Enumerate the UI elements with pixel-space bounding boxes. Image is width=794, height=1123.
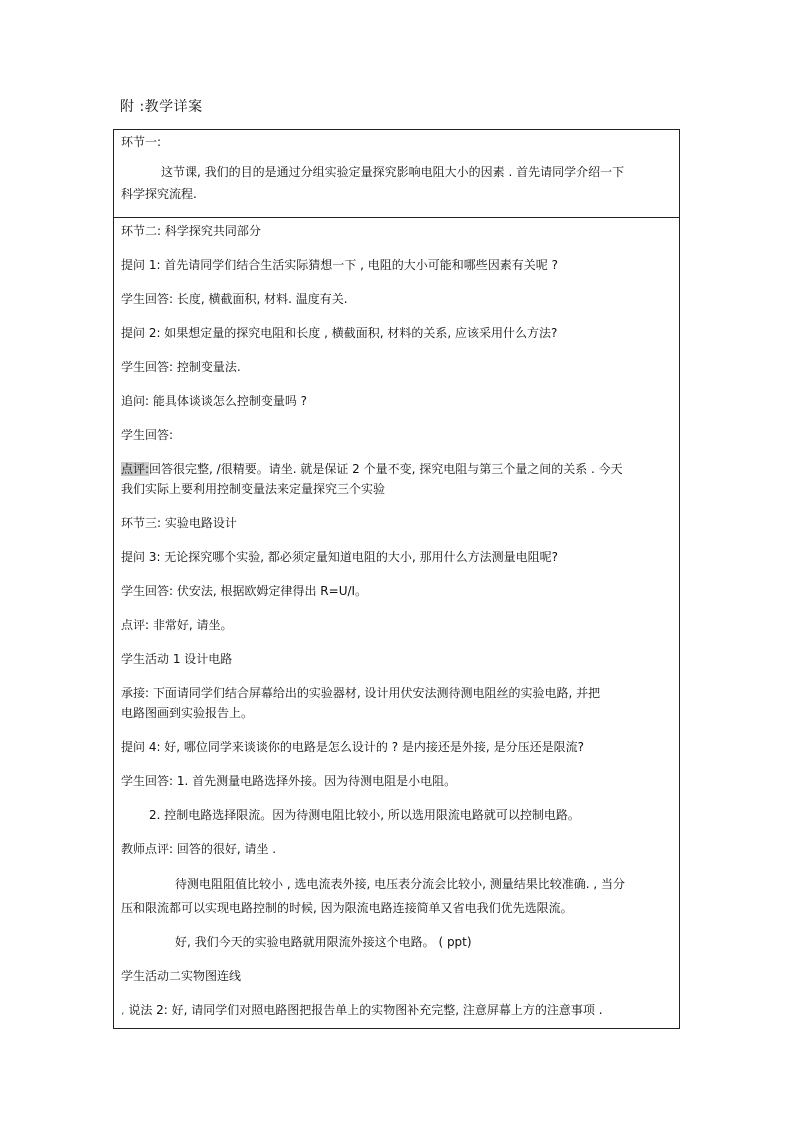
comment-text: 回答很完整, /很精要。请坐. 就是保证 2 个量不变, 探究电阻与第三个量之间的关系 . 今天 <box>149 462 623 476</box>
lesson-plan-table <box>113 129 680 1029</box>
question-2: 提问 2: 如果想定量的探究电阻和长度 , 横截面积, 材料的关系, 应该采用什么方法? <box>121 326 558 340</box>
answer-2: 学生回答: 控制变量法. <box>121 360 241 374</box>
follow-up-question: 追问: 能具体谈谈怎么控制变量吗 ? <box>121 394 308 408</box>
say-text: 说法 2: 好, 请同学们对照电路图把报告单上的实物图补充完整, 注意屏幕上方的注意事项 . <box>128 1003 603 1017</box>
answer-3: 学生回答: <box>121 428 174 442</box>
section-one-heading: 环节一: <box>121 135 162 149</box>
say-line-2 <box>121 1002 672 1019</box>
section-two-cell <box>114 218 679 1028</box>
student-activity-2: 学生活动二实物图连线 <box>121 969 242 983</box>
section-two-heading: 环节二: 科学探究共同部分 <box>121 224 261 238</box>
explanation-line-1: 待测电阻阻值比较小 , 选电流表外接, 电压表分流会比较小, 测量结果比较准确. , 当分 <box>175 877 625 891</box>
explanation-line-2: 压和限流都可以实现电路控制的时候, 因为限流电路连接简单又省电我们优先选限流。 <box>121 901 573 915</box>
student-activity-1: 学生活动 1 设计电路 <box>121 652 233 666</box>
comment-question-3: 点评: 非常好, 请坐。 <box>121 618 233 632</box>
section-one-cell <box>114 130 679 218</box>
transition-line-1: 承接: 下面请同学们结合屏幕给出的实验器材, 设计用伏安法测待测电阻丝的实验电路, 并把 <box>121 686 601 700</box>
comment-line-2: 我们实际上要利用控制变量法来定量探究三个实验 <box>121 482 386 496</box>
question-4: 提问 4: 好, 哪位同学来谈谈你的电路是怎么设计的 ? 是内接还是外接, 是分压还是限流? <box>121 740 584 754</box>
comment-line-1 <box>121 461 672 478</box>
answer-4-part-1: 学生回答: 1. 首先测量电路选择外接。因为待测电阻是小电阻。 <box>121 774 457 788</box>
answer-question-3: 学生回答: 伏安法, 根据欧姆定律得出 R=U/I。 <box>121 584 368 598</box>
answer-1: 学生回答: 长度, 横截面积, 材料. 温度有关. <box>121 292 348 306</box>
transition-line-2: 电路图画到实验报告上。 <box>121 706 254 720</box>
margin-mark: , <box>121 1004 125 1017</box>
summary-line: 好, 我们今天的实验电路就用限流外接这个电路。 ( ppt) <box>175 935 472 949</box>
section-three-heading: 环节三: 实验电路设计 <box>121 516 237 530</box>
teacher-comment: 教师点评: 回答的很好, 请坐 . <box>121 842 277 856</box>
question-1: 提问 1: 首先请同学们结合生活实际猜想一下 , 电阻的大小可能和哪些因素有关呢 ? <box>121 258 558 272</box>
question-3: 提问 3: 无论探究哪个实验, 都必须定量知道电阻的大小, 那用什么方法测量电阻呢? <box>121 550 558 564</box>
document-title: 附 :教学详案 <box>120 99 203 115</box>
comment-label: 点评: <box>121 462 150 476</box>
answer-4-part-2: 2. 控制电路选择限流。因为待测电阻比较小, 所以选用限流电路就可以控制电路。 <box>149 808 580 822</box>
section-one-line-2: 科学探究流程. <box>121 187 197 201</box>
section-one-line-1: 这节课, 我们的目的是通过分组实验定量探究影响电阻大小的因素 . 首先请同学介绍一下 <box>161 165 625 179</box>
